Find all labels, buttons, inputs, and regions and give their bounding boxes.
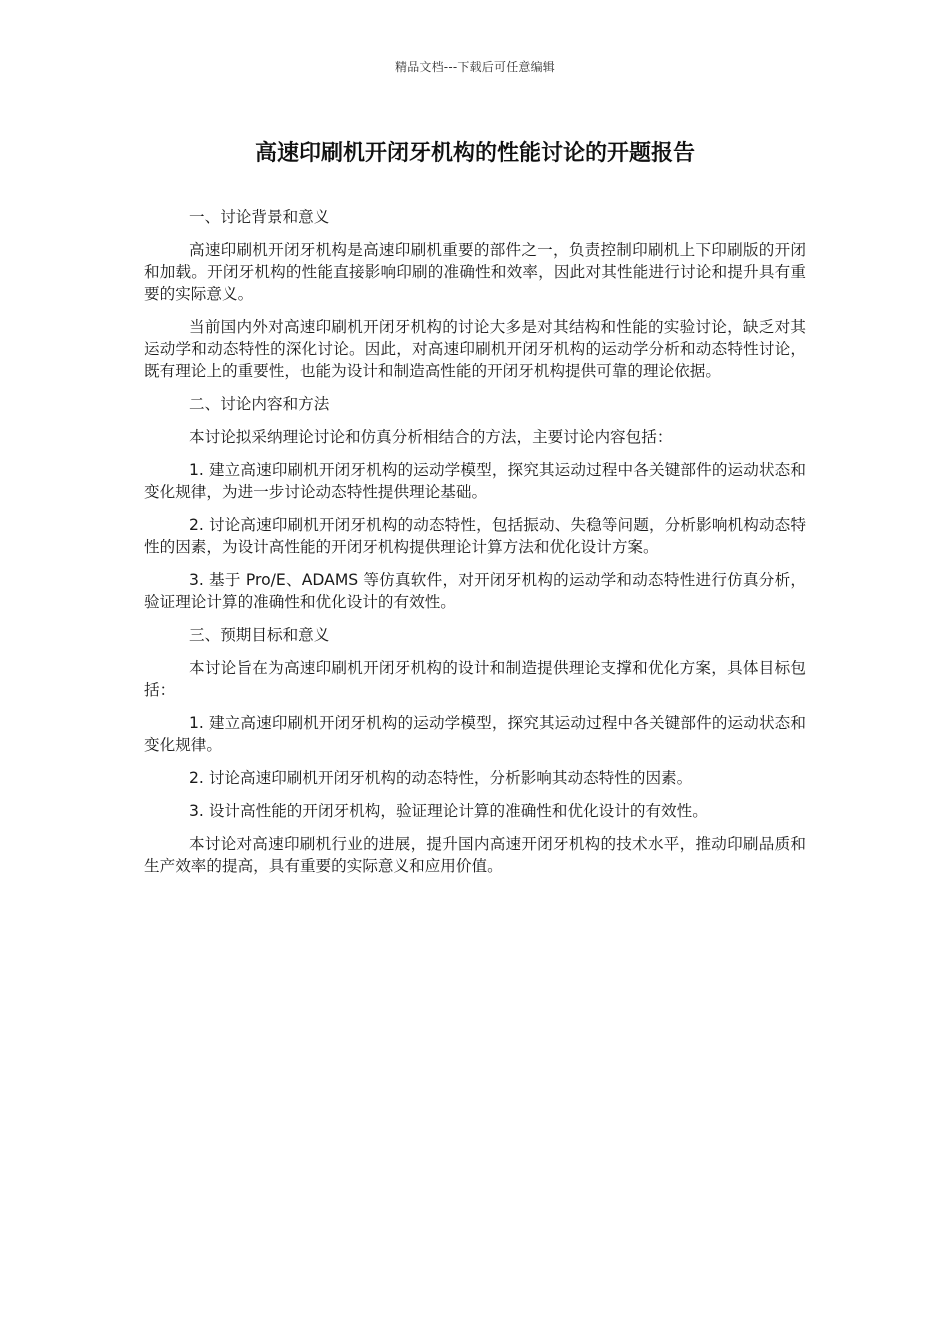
paragraph-content-intro: 本讨论拟采纳理论讨论和仿真分析相结合的方法，主要讨论内容包括： xyxy=(189,428,673,446)
paragraph-background-2: 当前国内外对高速印刷机开闭牙机构的讨论大多是对其结构和性能的实验讨论，缺乏对其运动学和动态特性的深化讨论。因此，对高速印刷机开闭牙机构的运动学分析和动态特性讨论，既有理论上的重要性，也能为设计和制造高性能的开闭牙机构提供可靠的理论依据。 xyxy=(144,318,806,380)
paragraph-conclusion: 本讨论对高速印刷机行业的进展，提升国内高速开闭牙机构的技术水平，推动印刷品质和生产效率的提高，具有重要的实际意义和应用价值。 xyxy=(144,835,806,875)
section-heading-goals: 三、预期目标和意义 xyxy=(189,626,330,644)
section-heading-content-method: 二、讨论内容和方法 xyxy=(189,395,330,413)
section-heading-background: 一、讨论背景和意义 xyxy=(189,208,330,226)
list-item-content-1: 1. 建立高速印刷机开闭牙机构的运动学模型，探究其运动过程中各关键部件的运动状态和变化规律，为进一步讨论动态特性提供理论基础。 xyxy=(144,461,806,501)
page-header: 精品文档---下载后可任意编辑 xyxy=(395,60,555,74)
document-body xyxy=(144,206,806,888)
list-item-content-2: 2. 讨论高速印刷机开闭牙机构的动态特性，包括振动、失稳等问题，分析影响机构动态特性的因素，为设计高性能的开闭牙机构提供理论计算方法和优化设计方案。 xyxy=(144,516,806,556)
document-title: 高速印刷机开闭牙机构的性能讨论的开题报告 xyxy=(254,141,695,166)
list-item-goal-3: 3. 设计高性能的开闭牙机构，验证理论计算的准确性和优化设计的有效性。 xyxy=(189,802,708,820)
list-item-goal-2: 2. 讨论高速印刷机开闭牙机构的动态特性，分析影响其动态特性的因素。 xyxy=(189,769,693,787)
paragraph-background-1: 高速印刷机开闭牙机构是高速印刷机重要的部件之一，负责控制印刷机上下印刷版的开闭和加载。开闭牙机构的性能直接影响印刷的准确性和效率，因此对其性能进行讨论和提升具有重要的实际意义。 xyxy=(144,241,806,303)
list-item-goal-1: 1. 建立高速印刷机开闭牙机构的运动学模型，探究其运动过程中各关键部件的运动状态和变化规律。 xyxy=(144,714,806,754)
list-item-content-3: 3. 基于 Pro/E、ADAMS 等仿真软件，对开闭牙机构的运动学和动态特性进行仿真分析，验证理论计算的准确性和优化设计的有效性。 xyxy=(144,571,806,611)
paragraph-goals-intro: 本讨论旨在为高速印刷机开闭牙机构的设计和制造提供理论支撑和优化方案，具体目标包括： xyxy=(144,659,806,699)
